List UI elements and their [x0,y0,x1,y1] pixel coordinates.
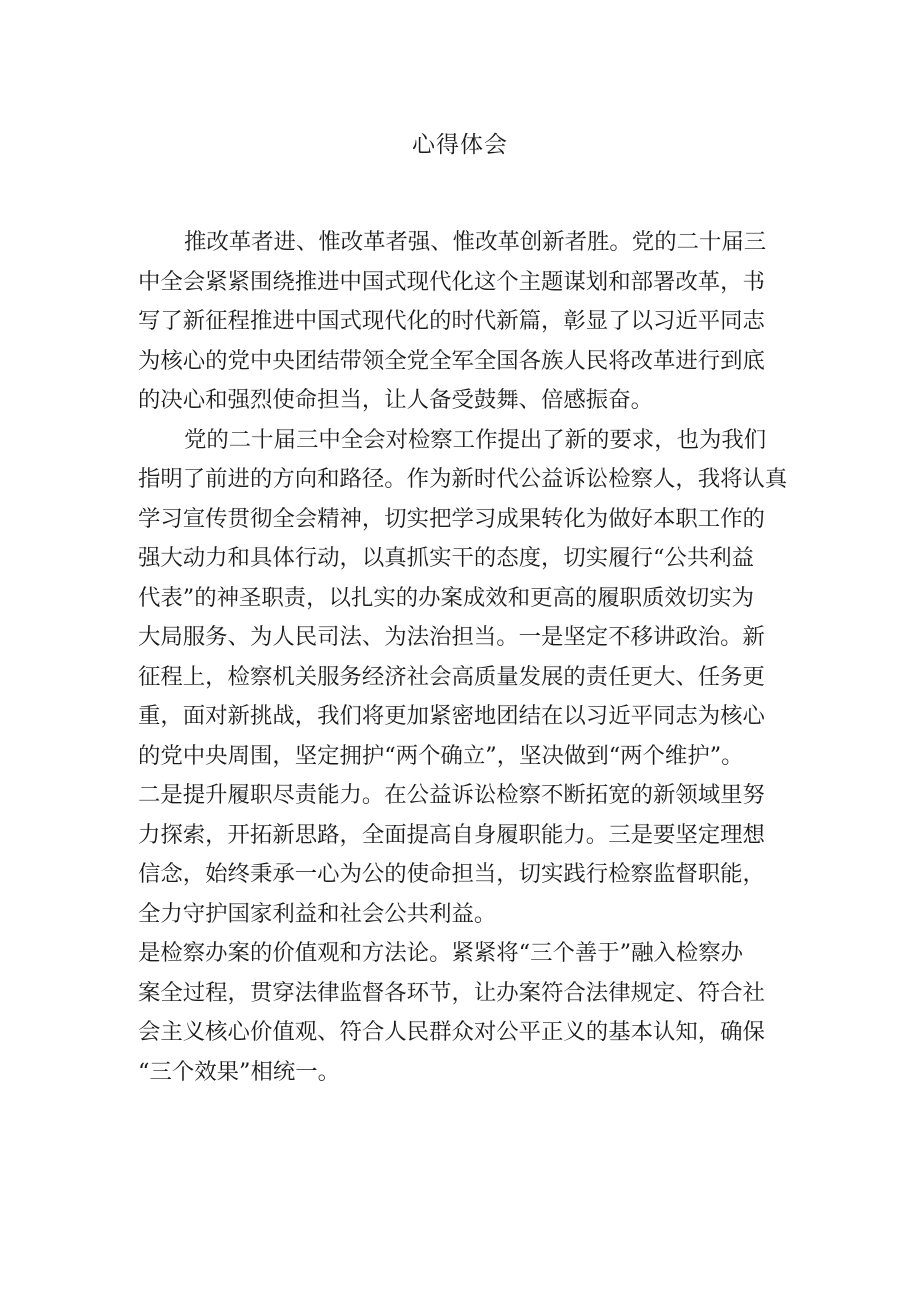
text-line: 指明了前进的方向和路径。作为新时代公益诉讼检察人，我将认真 [138,466,788,492]
text-line: 党的二十届三中全会对检察工作提出了新的要求，也为我们 [184,426,767,453]
text-line: 推改革者进、惟改革者强、惟改革创新者胜。党的二十届三 [184,229,767,255]
text-line: 征程上，检察机关服务经济社会高质量发展的责任更大、任务更 [138,663,765,690]
text-line: 力探索，开拓新思路，全面提高自身履职能力。三是要坚定理想 [138,821,765,848]
text-line: 大局服务、为人民司法、为法治担当。一是坚定不移讲政治。新 [138,624,765,650]
text-line: 全力守护国家利益和社会公共利益。 [138,900,497,927]
text-line: 代表”的神圣职责，以扎实的办案成效和更高的履职质效切实为 [138,584,754,611]
text-line: 重，面对新挑战，我们将更加紧密地团结在以习近平同志为核心 [138,703,765,729]
text-line: 信念，始终秉承一心为公的使命担当，切实践行检察监督职能， [138,861,765,887]
text-line: 是检察办案的价值观和方法论。紧紧将“三个善于”融入检察办 [138,940,744,966]
text-line: 强大动力和具体行动，以真抓实干的态度，切实履行“公共利益 [138,545,754,571]
text-line: 为核心的党中央团结带领全党全军全国各族人民将改革进行到底 [138,347,765,374]
text-line: “三个效果”相统一。 [138,1058,341,1085]
text-line: 的党中央周围，坚定拥护“两个确立”，坚决做到“两个维护”。 [138,742,744,769]
text-line: 会主义核心价值观、符合人民群众对公平正义的基本认知，确保 [138,1019,765,1045]
text-line: 二是提升履职尽责能力。在公益诉讼检察不断拓宽的新领域里努 [138,782,765,808]
document-body [138,223,788,1092]
text-line: 写了新征程推进中国式现代化的时代新篇，彰显了以习近平同志 [138,308,765,334]
text-line: 的决心和强烈使命担当，让人备受鼓舞、倍感振奋。 [138,387,653,413]
text-line: 学习宣传贯彻全会精神，切实把学习成果转化为做好本职工作的 [138,505,765,532]
text-line: 中全会紧紧围绕推进中国式现代化这个主题谋划和部署改革，书 [138,268,765,295]
document-title: 心得体会 [412,132,508,158]
text-line: 案全过程，贯穿法律监督各环节，让办案符合法律规定、符合社 [138,979,765,1006]
